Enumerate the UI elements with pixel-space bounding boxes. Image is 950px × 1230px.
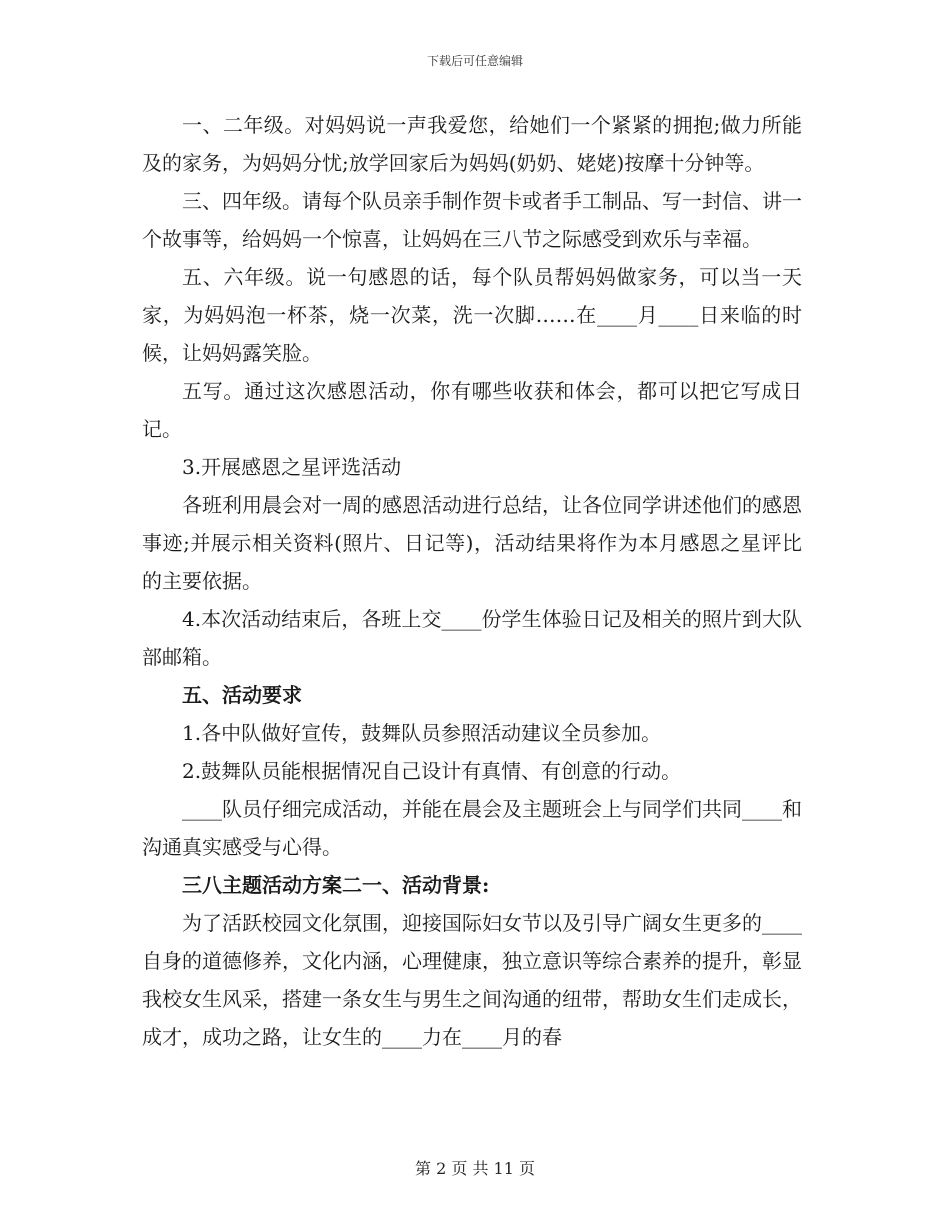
- paragraph-requirement-3: ____队员仔细完成活动，并能在晨会及主题班会上与同学们共同____和沟通真实感受与心得。: [142, 797, 802, 859]
- paragraph-star-selection: 3.开展感恩之星评选活动: [182, 455, 402, 479]
- paragraph-summary: 各班利用晨会对一周的感恩活动进行总结，让各位同学讲述他们的感恩事迹;并展示相关资料(照片、日记等)，活动结果将作为本月感恩之星评比的主要依据。: [142, 493, 802, 593]
- paragraph-background: 为了活跃校园文化氛围，迎接国际妇女节以及引导广阔女生更多的____自身的道德修养，文化内涵，心理健康，独立意识等综合素养的提升，彰显我校女生风采，搭建一条女生与男生之间沟通的纽带，帮助女生们走成长，成才，成功之路，让女生的____力在____月的春: [142, 911, 802, 1049]
- document-body: [142, 106, 802, 1056]
- section-heading-requirements: 五、活动要求: [182, 683, 302, 707]
- paragraph-requirement-1: 1.各中队做好宣传，鼓舞队员参照活动建议全员参加。: [182, 721, 662, 745]
- paragraph-submission: 4.本次活动结束后，各班上交____份学生体验日记及相关的照片到大队部邮箱。: [142, 607, 802, 669]
- paragraph-grade-1-2: 一、二年级。对妈妈说一声我爱您，给她们一个紧紧的拥抱;做力所能及的家务，为妈妈分忧;放学回家后为妈妈(奶奶、姥姥)按摩十分钟等。: [142, 113, 802, 175]
- paragraph-diary: 五写。通过这次感恩活动，你有哪些收获和体会，都可以把它写成日记。: [142, 379, 802, 441]
- paragraph-grade-3-4: 三、四年级。请每个队员亲手制作贺卡或者手工制品、写一封信、讲一个故事等，给妈妈一个惊喜，让妈妈在三八节之际感受到欢乐与幸福。: [142, 189, 802, 251]
- page-header: 下载后可任意编辑: [426, 54, 523, 68]
- page-footer: 第 2 页 共 11 页: [415, 1159, 535, 1178]
- paragraph-requirement-2: 2.鼓舞队员能根据情况自己设计有真情、有创意的行动。: [182, 759, 682, 783]
- paragraph-grade-5-6: 五、六年级。说一句感恩的话，每个队员帮妈妈做家务，可以当一天家，为妈妈泡一杯茶，烧一次菜，洗一次脚……在____月____日来临的时候，让妈妈露笑脸。: [142, 265, 802, 365]
- section-heading-plan-two: 三八主题活动方案二一、活动背景:: [182, 873, 490, 897]
